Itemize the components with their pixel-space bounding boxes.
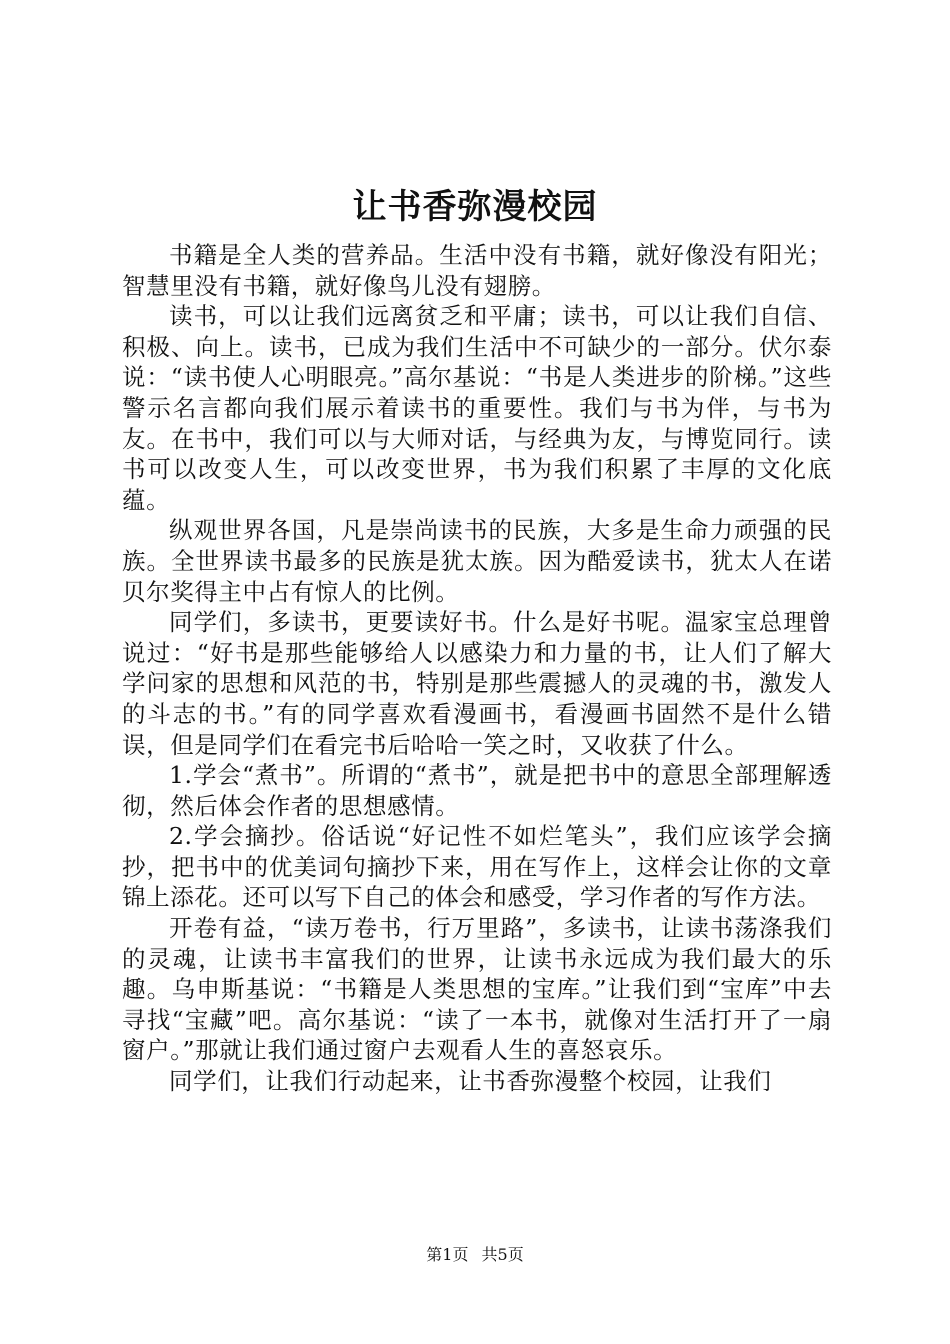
paragraph: 同学们，让我们行动起来，让书香弥漫整个校园，让我们 bbox=[169, 1067, 772, 1096]
paragraph: 书籍是全人类的营养品。生活中没有书籍，就好像没有阳光；智慧里没有书籍，就好像鸟儿没有翅膀。 bbox=[122, 241, 832, 300]
paragraph: 同学们，多读书，更要读好书。什么是好书呢。温家宝总理曾说过：“好书是那些能够给人以感染力和力量的书，让人们了解大学问家的思想和风范的书，特别是那些震撼人的灵魂的书，激发人的斗志的书。”有的同学喜欢看漫画书，看漫画书固然不是什么错误，但是同学们在看完书后哈哈一笑之时，又收获了什么。 bbox=[122, 608, 832, 759]
paragraph: 1.学会“煮书”。所谓的“煮书”，就是把书中的意思全部理解透彻，然后体会作者的思想感情。 bbox=[122, 761, 832, 820]
paragraph: 纵观世界各国，凡是崇尚读书的民族，大多是生命力顽强的民族。全世界读书最多的民族是犹太族。因为酷爱读书，犹太人在诺贝尔奖得主中占有惊人的比例。 bbox=[122, 516, 832, 606]
document-body bbox=[122, 240, 832, 1097]
document-title: 让书香弥漫校园 bbox=[352, 187, 598, 227]
paragraph: 读书，可以让我们远离贫乏和平庸；读书，可以让我们自信、积极、向上。读书，已成为我们生活中不可缺少的一部分。伏尔泰说：“读书使人心明眼亮。”高尔基说：“书是人类进步的阶梯。”这些警示名言都向我们展示着读书的重要性。我们与书为伴，与书为友。在书中，我们可以与大师对话，与经典为友，与博览同行。读书可以改变人生，可以改变世界，书为我们积累了丰厚的文化底蕴。 bbox=[122, 302, 832, 514]
page-total: 共5页 bbox=[481, 1245, 524, 1264]
paragraph: 开卷有益，“读万卷书，行万里路”，多读书，让读书荡涤我们的灵魂，让读书丰富我们的世界，让读书永远成为我们最大的乐趣。乌申斯基说：“书籍是人类思想的宝库。”让我们到“宝库”中去寻找“宝藏”吧。高尔基说：“读了一本书，就像对生活打开了一扇窗户。”那就让我们通过窗户去观看人生的喜怒哀乐。 bbox=[122, 914, 832, 1065]
paragraph: 2.学会摘抄。俗话说“好记性不如烂笔头”，我们应该学会摘抄，把书中的优美词句摘抄下来，用在写作上，这样会让你的文章锦上添花。还可以写下自己的体会和感受，学习作者的写作方法。 bbox=[122, 822, 832, 912]
page-footer bbox=[0, 1244, 950, 1266]
page-number: 第1页 bbox=[426, 1245, 469, 1264]
